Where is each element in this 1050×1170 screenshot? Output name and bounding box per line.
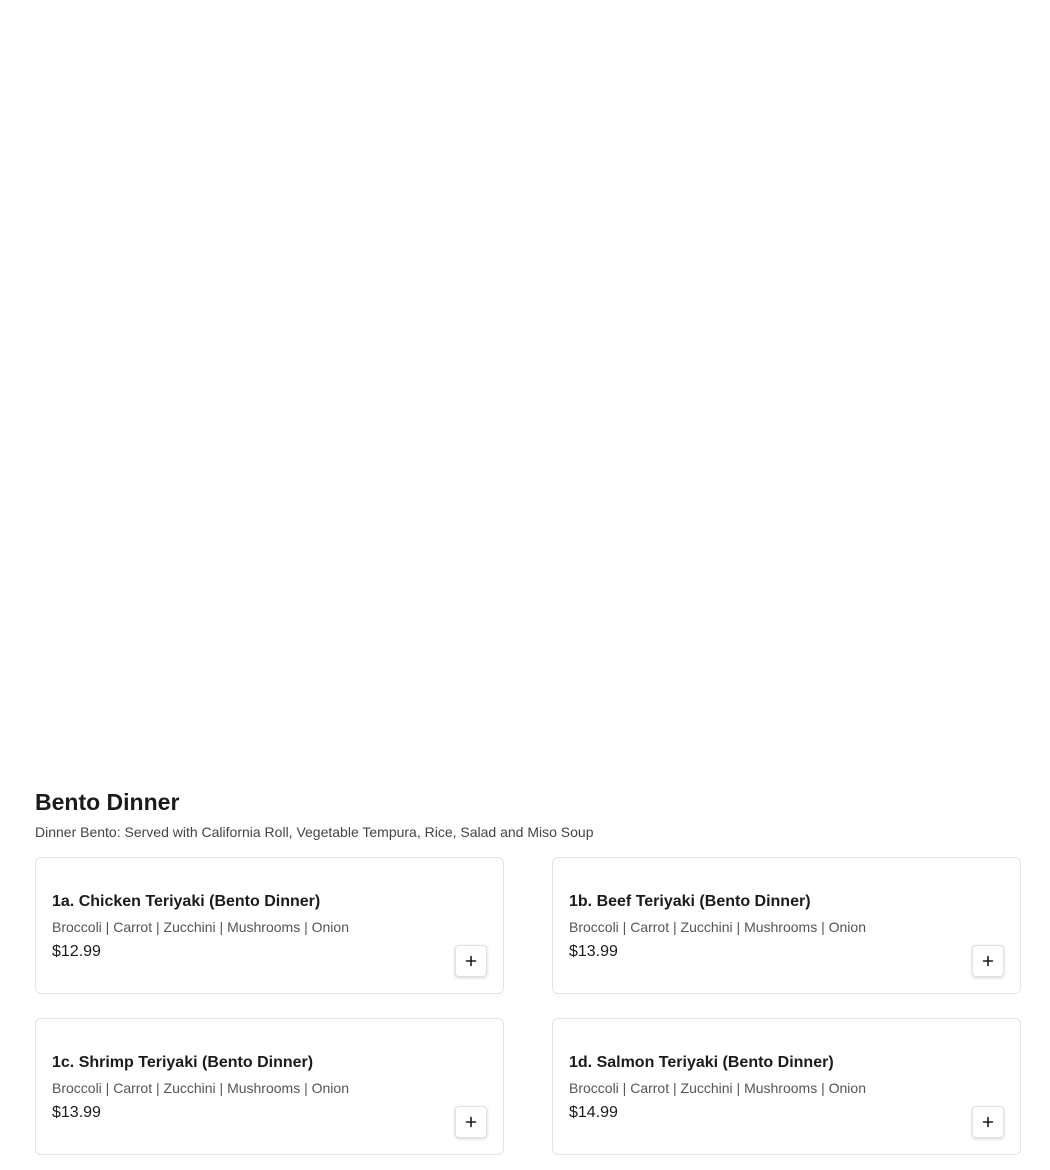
menu-item-card[interactable] [35, 857, 504, 994]
menu-section-bento-dinner [35, 786, 1021, 1121]
menu-item-card[interactable] [35, 1018, 504, 1155]
add-to-cart-button[interactable] [455, 1106, 487, 1138]
menu-item-description: Broccoli | Carrot | Zucchini | Mushrooms | Onion [569, 1080, 866, 1096]
plus-icon [982, 1116, 994, 1128]
menu-item-name: 1d. Salmon Teriyaki (Bento Dinner) [569, 1054, 834, 1071]
plus-icon [465, 955, 477, 967]
menu-item-card[interactable] [552, 1018, 1021, 1155]
plus-icon [465, 1116, 477, 1128]
menu-item-name: 1c. Shrimp Teriyaki (Bento Dinner) [52, 1054, 314, 1071]
menu-item-price: $12.99 [52, 943, 101, 960]
menu-item-description: Broccoli | Carrot | Zucchini | Mushrooms | Onion [569, 919, 866, 935]
menu-item-name: 1a. Chicken Teriyaki (Bento Dinner) [52, 893, 321, 910]
add-to-cart-button[interactable] [972, 945, 1004, 977]
plus-icon [982, 955, 994, 967]
menu-item-name: 1b. Beef Teriyaki (Bento Dinner) [569, 893, 811, 910]
add-to-cart-button[interactable] [455, 945, 487, 977]
add-to-cart-button[interactable] [972, 1106, 1004, 1138]
menu-item-price: $13.99 [569, 943, 618, 960]
menu-item-grid [35, 857, 1021, 1155]
section-description: Dinner Bento: Served with California Roll, Vegetable Tempura, Rice, Salad and Miso Soup [35, 824, 594, 840]
menu-item-card[interactable] [552, 857, 1021, 994]
menu-item-description: Broccoli | Carrot | Zucchini | Mushrooms | Onion [52, 919, 349, 935]
menu-item-description: Broccoli | Carrot | Zucchini | Mushrooms | Onion [52, 1080, 349, 1096]
menu-item-price: $13.99 [52, 1104, 101, 1121]
section-title: Bento Dinner [35, 789, 180, 815]
menu-item-price: $14.99 [569, 1104, 618, 1121]
